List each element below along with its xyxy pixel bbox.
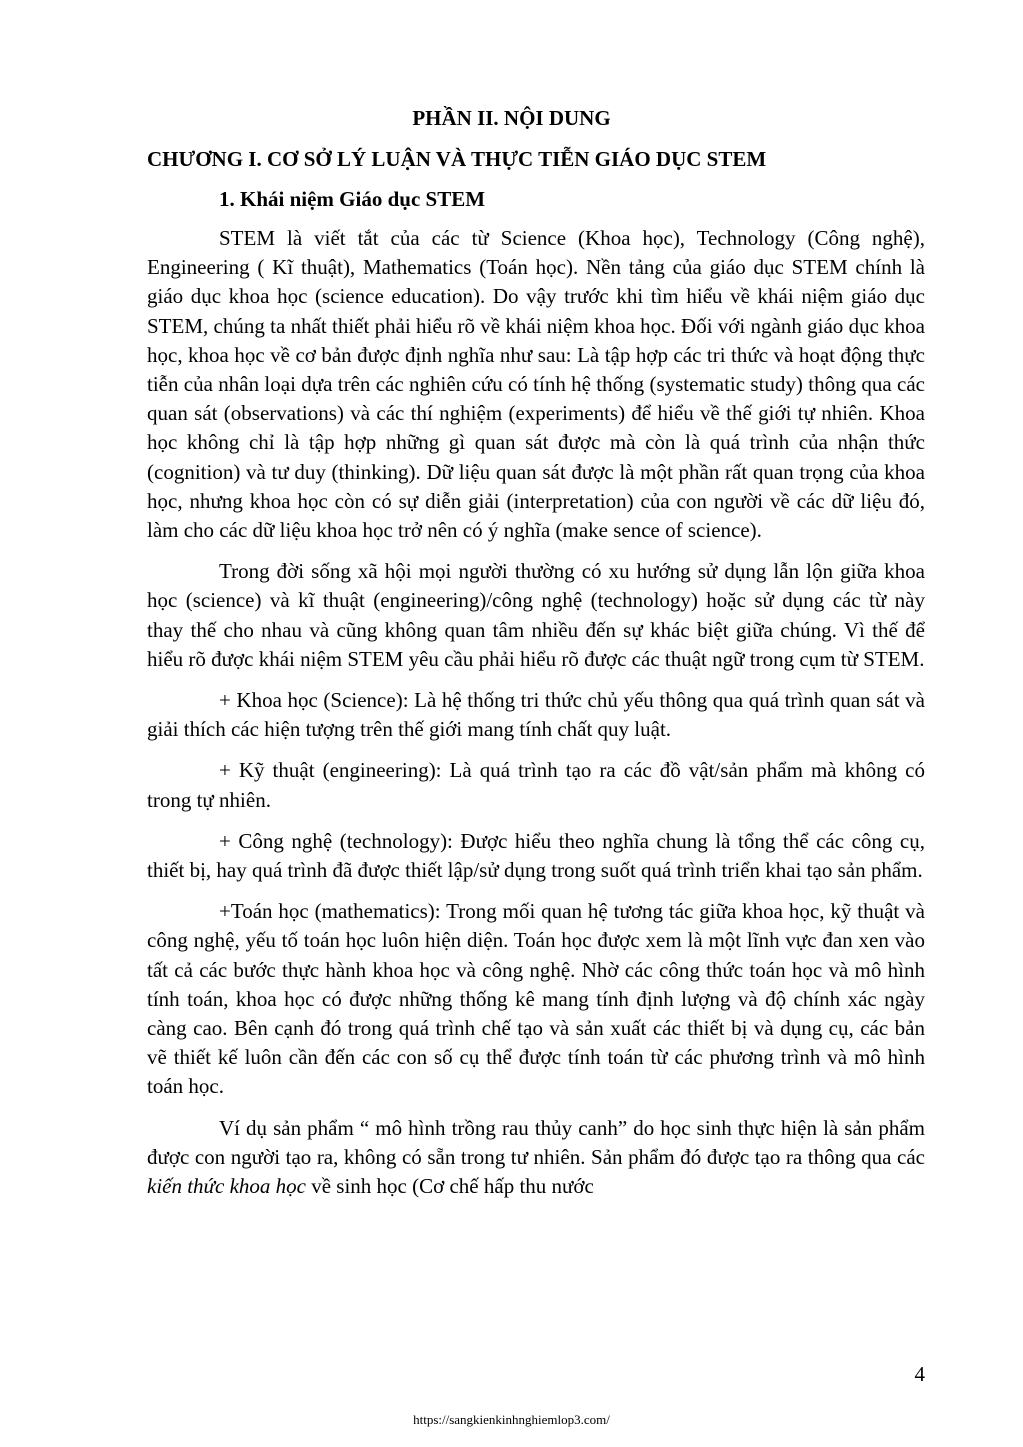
example-text-end: về sinh học (Cơ chế hấp thu nước	[305, 1174, 594, 1199]
paragraph-mathematics: +Toán học (mathematics): Trong mối quan hệ tương tác giữa khoa học, kỹ thuật và công nghệ, yếu tố toán học luôn hiện diện. Toán học được xem là một lĩnh vực đan xen vào tất cả các bước thực hành khoa học và công nghệ. Nhờ các công thức toán học và mô hình tính toán, khoa học có được những thống kê mang tính định lượng và độ chính xác ngày càng cao. Bên cạnh đó trong quá trình chế tạo và sản xuất các thiết bị và dụng cụ, các bản vẽ thiết kế luôn cần đến các con số cụ thể được tính toán từ các phương trình và mô hình toán học.	[147, 899, 925, 1099]
example-italic-term: kiến thức khoa học	[147, 1174, 306, 1199]
body-text	[147, 224, 925, 1201]
chapter-heading: CHƯƠNG I. CƠ SỞ LÝ LUẬN VÀ THỰC TIỄN GIÁO DỤC STEM	[147, 147, 767, 171]
footer-url[interactable]: https://sangkienkinhnghiemlop3.com/	[413, 1412, 610, 1427]
paragraph-terminology: Trong đời sống xã hội mọi người thường có xu hướng sử dụng lẫn lộn giữa khoa học (science) và kĩ thuật (engineering)/công nghệ (technology) hoặc sử dụng các từ này thay thế cho nhau và cũng không quan tâm nhiều đến sự khác biệt giữa chúng. Vì thế để hiểu rõ được khái niệm STEM yêu cầu phải hiểu rõ được các thuật ngữ trong cụm từ STEM.	[147, 559, 925, 671]
page-number: 4	[914, 1362, 925, 1386]
paragraph-example	[147, 1114, 925, 1202]
example-text-start: Ví dụ sản phẩm “ mô hình trồng rau thủy canh” do học sinh thực hiện là sản phẩm được con người tạo ra, không có sẵn trong tư nhiên. Sản phẩm đó được tạo ra thông qua các	[147, 1115, 925, 1169]
paragraph-engineering: + Kỹ thuật (engineering): Là quá trình tạo ra các đồ vật/sản phẩm mà không có trong tự nhiên.	[147, 758, 925, 812]
paragraph-technology: + Công nghệ (technology): Được hiểu theo nghĩa chung là tổng thể các công cụ, thiết bị, hay quá trình đã được thiết lập/sử dụng trong suốt quá trình triển khai tạo sản phẩm.	[147, 828, 925, 883]
part-heading: PHẦN II. NỘI DUNG	[412, 106, 611, 130]
paragraph-stem-definition: STEM là viết tắt của các từ Science (Khoa học), Technology (Công nghệ), Engineering ( Kĩ thuật), Mathematics (Toán học). Nền tảng của giáo dục STEM chính là giáo dục khoa học (science education). Do vậy trước khi tìm hiểu về khái niệm giáo dục STEM, chúng ta nhất thiết phải hiểu rõ về khái niệm khoa học. Đối với ngành giáo dục khoa học, khoa học về cơ bản được định nghĩa như sau: Là tập hợp các tri thức và hoạt động thực tiễn của nhân loại dựa trên các nghiên cứu có tính hệ thống (systematic study) thông qua các quan sát (observations) và các thí nghiệm (experiments) để hiểu về thế giới tự nhiên. Khoa học không chỉ là tập hợp những gì quan sát được mà còn là quá trình của nhận thức (cognition) và tư duy (thinking). Dữ liệu quan sát được là một phần rất quan trọng của khoa học, nhưng khoa học còn có sự diễn giải (interpretation) của con người về các dữ liệu đó, làm cho các dữ liệu khoa học trở nên có ý nghĩa (make sence of science).	[147, 226, 925, 543]
paragraph-science: + Khoa học (Science): Là hệ thống tri thức chủ yếu thông qua quá trình quan sát và giải thích các hiện tượng trên thế giới mang tính chất quy luật.	[147, 688, 925, 742]
section-heading: 1. Khái niệm Giáo dục STEM	[219, 187, 486, 211]
